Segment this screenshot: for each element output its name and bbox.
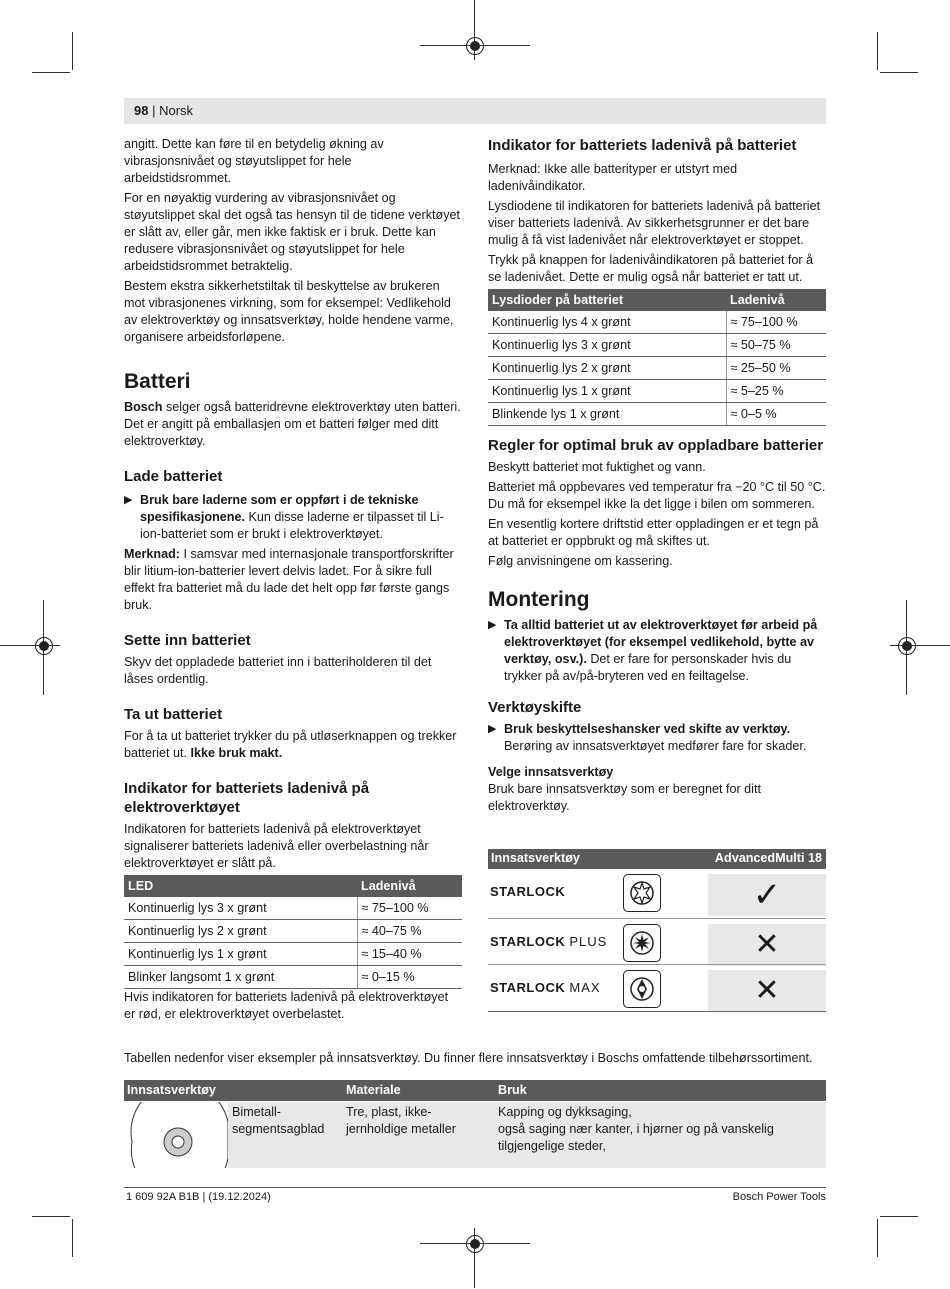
subsection-title: Velge innsatsverktøy	[488, 765, 614, 779]
paragraph: For en nøyaktig vurdering av vibrasjonsnivået og støyutslippet skal det også tas hensyn til de tidene verktøyet er slått av, eller går, men ikke faktisk er i bruk. Dette kan redusere vibrasjonsnivået og støyutslippet for hele arbeidstidsrommet betraktelig.	[124, 191, 461, 273]
table-row: Kontinuerlig lys 2 x grønt ≈ 25–50 %	[488, 357, 826, 380]
right-column	[488, 136, 826, 818]
subsection-title: Verktøyskifte	[488, 699, 582, 716]
paragraph: Lysdiodene til indikatoren for batteriets ladenivå på batteriet viser batteriets ladenivå. Av sikkerhetsgrunner er det bare mulig å få vist ladenivået når elektroverktøyet er stoppet.	[488, 199, 821, 247]
paragraph: Bestem ekstra sikkerhetstiltak til beskyttelse av brukeren mot vibrasjonenes virkning, som for eksempel: Vedlikehold av elektroverktøy og innsatsverktøy, holde hendene varme, organisere arbeidsforløpene.	[124, 279, 454, 344]
subsection-title: Lade batteriet	[124, 468, 223, 485]
paragraph: Bruk bare innsatsverktøy som er beregnet for ditt elektroverktøy.	[488, 782, 761, 813]
tool-table-header: Innsatsverktøy AdvancedMulti 18	[488, 849, 826, 869]
paragraph: Merknad: Ikke alle batterityper er utstyrt med ladenivåindikator.	[488, 162, 738, 193]
check-icon: ✓	[708, 874, 826, 916]
paragraph: Beskytt batteriet mot fuktighet og vann.	[488, 460, 706, 474]
crop-mark	[72, 32, 73, 70]
paragraph: Hvis indikatoren for batteriets ladenivå på elektroverktøyet er rød, er elektroverktøyet overbelastet.	[124, 990, 449, 1021]
registration-target-icon	[466, 1235, 484, 1253]
cross-icon: ✕	[708, 970, 826, 1012]
starlock-max-interface-icon	[623, 970, 661, 1008]
intro-text: Tabellen nedenfor viser eksempler på innsatsverktøy. Du finner flere innsatsverktøy i Boschs omfattende tilbehørssortiment.	[124, 1051, 813, 1065]
divider	[488, 1011, 826, 1012]
section-title: Batteri	[124, 370, 191, 393]
registration-target-icon	[35, 637, 53, 655]
crop-mark	[880, 72, 918, 73]
registration-target-icon	[466, 37, 484, 55]
starlock-logo: STARLOCK	[490, 884, 566, 899]
tool-name: Bimetall-segmentsagblad	[232, 1105, 325, 1136]
table-row: Kontinuerlig lys 1 x grønt ≈ 15–40 %	[124, 943, 462, 966]
registration-target-icon	[898, 637, 916, 655]
paragraph: Indikatoren for batteriets ladenivå på elektroverktøyet signaliserer batteriets ladenivå eller overbelastning når elektroverktøyet er slått på.	[124, 822, 429, 870]
segment-saw-blade-icon	[124, 1102, 228, 1168]
footer-doc-id: 1 609 92A B1B | (19.12.2024)	[126, 1191, 271, 1203]
paragraph: Bosch selger også batteridrevne elektroverktøy uten batteri. Det er angitt på emballasjen om et batteri følger med ditt elektroverktøy.	[124, 400, 461, 448]
starlock-plus-interface-icon	[623, 924, 661, 962]
table-row: Kontinuerlig lys 3 x grønt ≈ 50–75 %	[488, 334, 826, 357]
crop-mark	[32, 1216, 70, 1217]
accessory-row	[124, 1102, 826, 1168]
paragraph: Merknad: I samsvar med internasjonale transportforskrifter blir litium-ion-batterier levert delvis ladet. For å sikre full effekt fra batteriet må du lade det helt opp før første gangs bruk.	[124, 547, 454, 612]
table-row: Blinkende lys 1 x grønt ≈ 0–5 %	[488, 403, 826, 426]
crop-mark	[72, 1219, 73, 1257]
paragraph: Skyv det oppladede batteriet inn i batteriholderen til det låses ordentlig.	[124, 655, 432, 686]
left-column	[124, 136, 462, 1026]
footer-brand: Bosch Power Tools	[732, 1191, 826, 1203]
crop-mark	[32, 72, 70, 73]
table-row: Kontinuerlig lys 3 x grønt ≈ 75–100 %	[124, 897, 462, 920]
led-table: LED Ladenivå Kontinuerlig lys 3 x grønt ≈ 75–100 % Kontinuerlig lys 2 x grønt ≈ 40–75 % Kontinuerlig lys 1 x grønt ≈ 15–40 % Blinker langsomt 1 x grønt ≈ 0–15 %	[124, 875, 462, 989]
footer-rule	[124, 1187, 826, 1188]
crop-mark	[880, 1216, 918, 1217]
section-title: Montering	[488, 588, 590, 611]
paragraph: Trykk på knappen for ladenivåindikatoren på batteriet for å se ladenivået. Dette er mulig også når batteriet er tatt ut.	[488, 253, 814, 284]
subsection-title: Indikator for batteriets ladenivå på elektroverktøyet	[124, 780, 370, 816]
subsection-title: Indikator for batteriets ladenivå på batteriet	[488, 137, 797, 154]
bullet-item: ▶ Bruk beskyttelseshansker ved skifte av verktøy. Berøring av innsatsverktøyet medfører fare for skader.	[488, 722, 807, 753]
paragraph: For å ta ut batteriet trykker du på utløserknappen og trekker batteriet ut. Ikke bruk makt.	[124, 729, 457, 760]
material: Tre, plast, ikke-jernholdige metaller	[346, 1105, 456, 1136]
paragraph: Følg anvisningene om kassering.	[488, 554, 673, 568]
table-row: Blinker langsomt 1 x grønt ≈ 0–15 %	[124, 966, 462, 989]
arrow-icon: ▶	[488, 619, 497, 631]
blade-image-cell	[124, 1102, 228, 1168]
paragraph: En vesentlig kortere driftstid etter oppladingen er et tegn på at batteriet er oppbrukt og må skiftes ut.	[488, 517, 819, 548]
page-header	[124, 98, 826, 124]
table-row: Kontinuerlig lys 4 x grønt ≈ 75–100 %	[488, 311, 826, 334]
table-row: Kontinuerlig lys 2 x grønt ≈ 40–75 %	[124, 920, 462, 943]
accessory-table-header: Innsatsverktøy Materiale Bruk	[124, 1080, 826, 1101]
bullet-item: ▶ Ta alltid batteriet ut av elektroverktøyet før arbeid på elektroverktøyet (for eksempel vedlikehold, bytte av verktøy, osv.). Det er fare for personskader hvis du trykker på av/på-bryteren ved en feiltagelse.	[488, 618, 818, 683]
divider	[488, 918, 826, 919]
arrow-icon: ▶	[124, 494, 133, 506]
crop-mark	[877, 32, 878, 70]
cross-icon: ✕	[708, 924, 826, 966]
crop-mark	[877, 1219, 878, 1257]
subsection-title: Sette inn batteriet	[124, 632, 251, 649]
bullet-item: ▶ Bruk bare laderne som er oppført i de tekniske spesifikasjonene. Kun disse laderne er tilpasset til Li-ion-batteriet som er brukt i elektroverktøyet.	[124, 493, 444, 541]
arrow-icon: ▶	[488, 723, 497, 735]
subsection-title: Ta ut batteriet	[124, 706, 223, 723]
table-row: Kontinuerlig lys 1 x grønt ≈ 5–25 %	[488, 380, 826, 403]
usage: Kapping og dykksaging, også saging nær kanter, i hjørner og på vanskelig tilgjengelige steder,	[498, 1105, 774, 1153]
tool-row	[488, 920, 826, 966]
page-number: 98 | Norsk	[134, 103, 194, 118]
starlock-max-logo: STARLOCK MAX	[490, 980, 601, 995]
paragraph: angitt. Dette kan føre til en betydelig økning av vibrasjonsnivået og støyutslippet for hele arbeidstidsrommet.	[124, 137, 384, 185]
starlock-plus-logo: STARLOCK PLUS	[490, 934, 608, 949]
battery-led-table: Lysdioder på batteriet Ladenivå Kontinuerlig lys 4 x grønt ≈ 75–100 % Kontinuerlig lys 3 x grønt ≈ 50–75 % Kontinuerlig lys 2 x grønt ≈ 25–50 % Kontinuerlig lys 1 x grønt ≈ 5–25 % Blinkende lys 1 x grønt ≈ 0–5 %	[488, 289, 826, 426]
subsection-title: Regler for optimal bruk av oppladbare batterier	[488, 437, 824, 454]
paragraph: Batteriet må oppbevares ved temperatur fra −20 °C til 50 °C. Du må for eksempel ikke la det ligge i bilen om sommeren.	[488, 480, 826, 511]
tool-row	[488, 966, 826, 1012]
starlock-interface-icon	[623, 874, 661, 912]
tool-row	[488, 870, 826, 916]
divider	[488, 964, 826, 965]
